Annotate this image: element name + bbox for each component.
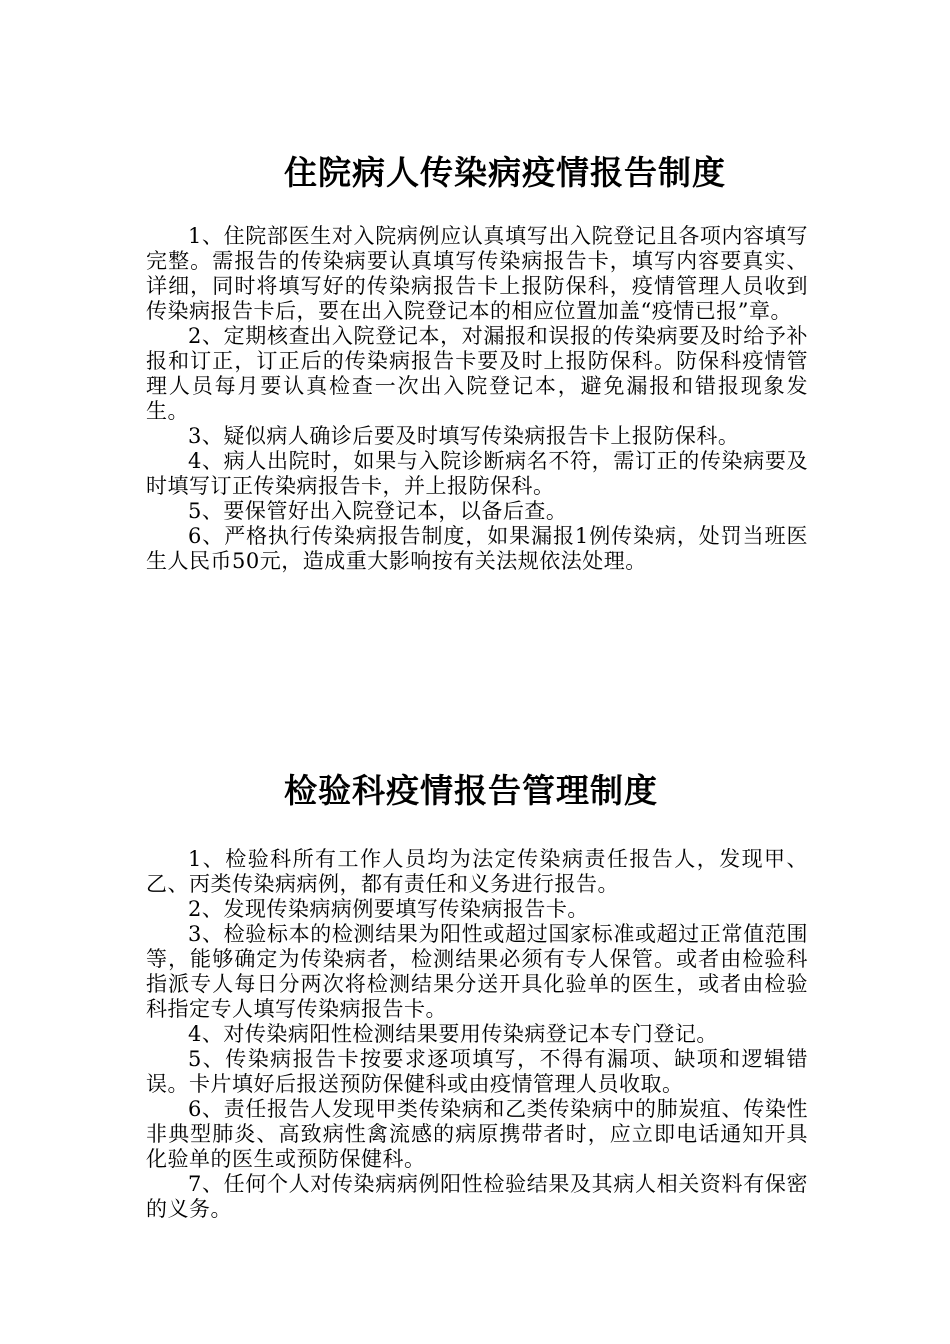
inpatient-report-section — [146, 148, 808, 574]
paragraph-2: 2、定期核查出入院登记本，对漏报和误报的传染病要及时给予补报和订正，订正后的传染病报告卡要及时上报防保科。防保科疫情管理人员每月要认真检查一次出入院登记本，避免漏报和错报现象发生。 — [146, 324, 808, 423]
paragraph-2: 2、发现传染病病例要填写传染病报告卡。 — [188, 897, 589, 921]
section-body — [146, 224, 808, 574]
paragraph-5: 5、要保管好出入院登记本，以备后查。 — [188, 499, 568, 523]
lab-report-section — [146, 766, 808, 1222]
paragraph-4: 4、病人出院时，如果与入院诊断病名不符，需订正的传染病要及时填写订正传染病报告卡，并上报防保科。 — [146, 449, 808, 498]
section-title: 住院病人传染病疫情报告制度 — [284, 153, 726, 192]
paragraph-3: 3、疑似病人确诊后要及时填写传染病报告卡上报防保科。 — [188, 424, 740, 448]
paragraph-7: 7、任何个人对传染病病例阳性检验结果及其病人相关资料有保密的义务。 — [146, 1172, 808, 1221]
paragraph-6: 6、严格执行传染病报告制度，如果漏报1例传染病，处罚当班医生人民币50元，造成重大影响按有关法规依法处理。 — [146, 524, 808, 573]
paragraph-6: 6、责任报告人发现甲类传染病和乙类传染病中的肺炭疽、传染性非典型肺炎、高致病性禽流感的病原携带者时，应立即电话通知开具化验单的医生或预防保健科。 — [146, 1097, 808, 1171]
section-body — [146, 847, 808, 1222]
paragraph-4: 4、对传染病阳性检测结果要用传染病登记本专门登记。 — [188, 1022, 718, 1046]
paragraph-1: 1、住院部医生对入院病例应认真填写出入院登记且各项内容填写完整。需报告的传染病要认真填写传染病报告卡，填写内容要真实、详细，同时将填写好的传染病报告卡上报防保科，疫情管理人员收到传染病报告卡后，要在出入院登记本的相应位置加盖“疫情已报”章。 — [146, 224, 808, 323]
paragraph-1: 1、检验科所有工作人员均为法定传染病责任报告人，发现甲、乙、丙类传染病病例，都有责任和义务进行报告。 — [146, 847, 808, 896]
paragraph-3: 3、检验标本的检测结果为阳性或超过国家标准或超过正常值范围等，能够确定为传染病者，检测结果必须有专人保管。或者由检验科指派专人每日分两次将检测结果分送开具化验单的医生，或者由检验科指定专人填写传染病报告卡。 — [146, 922, 808, 1021]
section-title: 检验科疫情报告管理制度 — [284, 771, 658, 810]
paragraph-5: 5、传染病报告卡按要求逐项填写，不得有漏项、缺项和逻辑错误。卡片填好后报送预防保健科或由疫情管理人员收取。 — [146, 1047, 808, 1096]
